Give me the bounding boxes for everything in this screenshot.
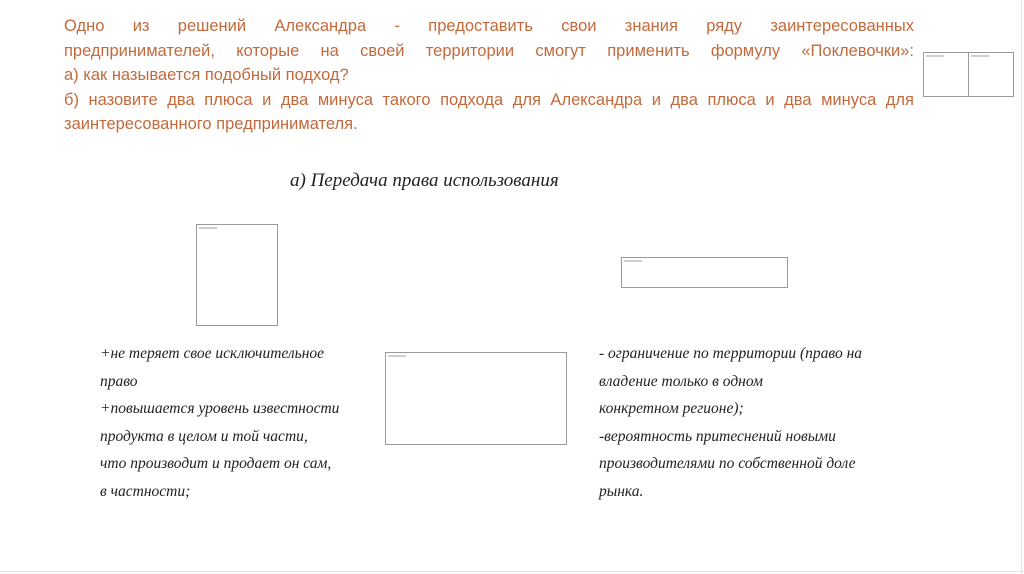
- answer-title: а) Передача права использования: [290, 170, 559, 191]
- image-placeholder-left: [196, 224, 278, 326]
- heading-line: заинтересованного предпринимателя.: [64, 115, 358, 133]
- image-placeholder-top-right-1: [923, 52, 969, 97]
- pros-list: [100, 340, 339, 505]
- pros-line: продукта в целом и той части,: [100, 427, 308, 445]
- cons-list: [599, 340, 862, 505]
- slide-right-edge: [1021, 0, 1022, 574]
- cons-line: конкретном регионе);: [599, 400, 744, 417]
- cons-line: рынка.: [599, 482, 644, 500]
- question-heading: [64, 14, 914, 137]
- heading-line: Одно из решений Александра - предоставить свои знания ряду заинтересованных: [64, 17, 914, 35]
- cons-line: владение только в одном: [599, 372, 763, 390]
- pros-line: +повышается уровень известности: [100, 400, 340, 417]
- image-placeholder-top-right-2: [968, 52, 1014, 97]
- pros-line: право: [100, 372, 138, 390]
- heading-line: предпринимателей, которые на своей территории смогут применить формулу «Поклевочки»:: [64, 41, 914, 60]
- cons-line: - ограничение по территории (право на: [599, 345, 863, 362]
- cons-line: -вероятность притеснений новыми: [599, 427, 836, 445]
- heading-line: а) как называется подобный подход?: [64, 66, 349, 84]
- pros-line: что производит и продает он сам,: [100, 455, 332, 472]
- pros-line: +не теряет свое исключительное: [100, 345, 325, 362]
- image-placeholder-center: [385, 352, 567, 445]
- slide-bottom-edge: [0, 571, 1024, 572]
- image-placeholder-right: [621, 257, 788, 288]
- pros-line: в частности;: [100, 482, 191, 500]
- cons-line: производителями по собственной доле: [599, 455, 856, 472]
- heading-line: б) назовите два плюса и два минуса такого подхода для Александра и два плюса и два минуса для: [64, 90, 914, 109]
